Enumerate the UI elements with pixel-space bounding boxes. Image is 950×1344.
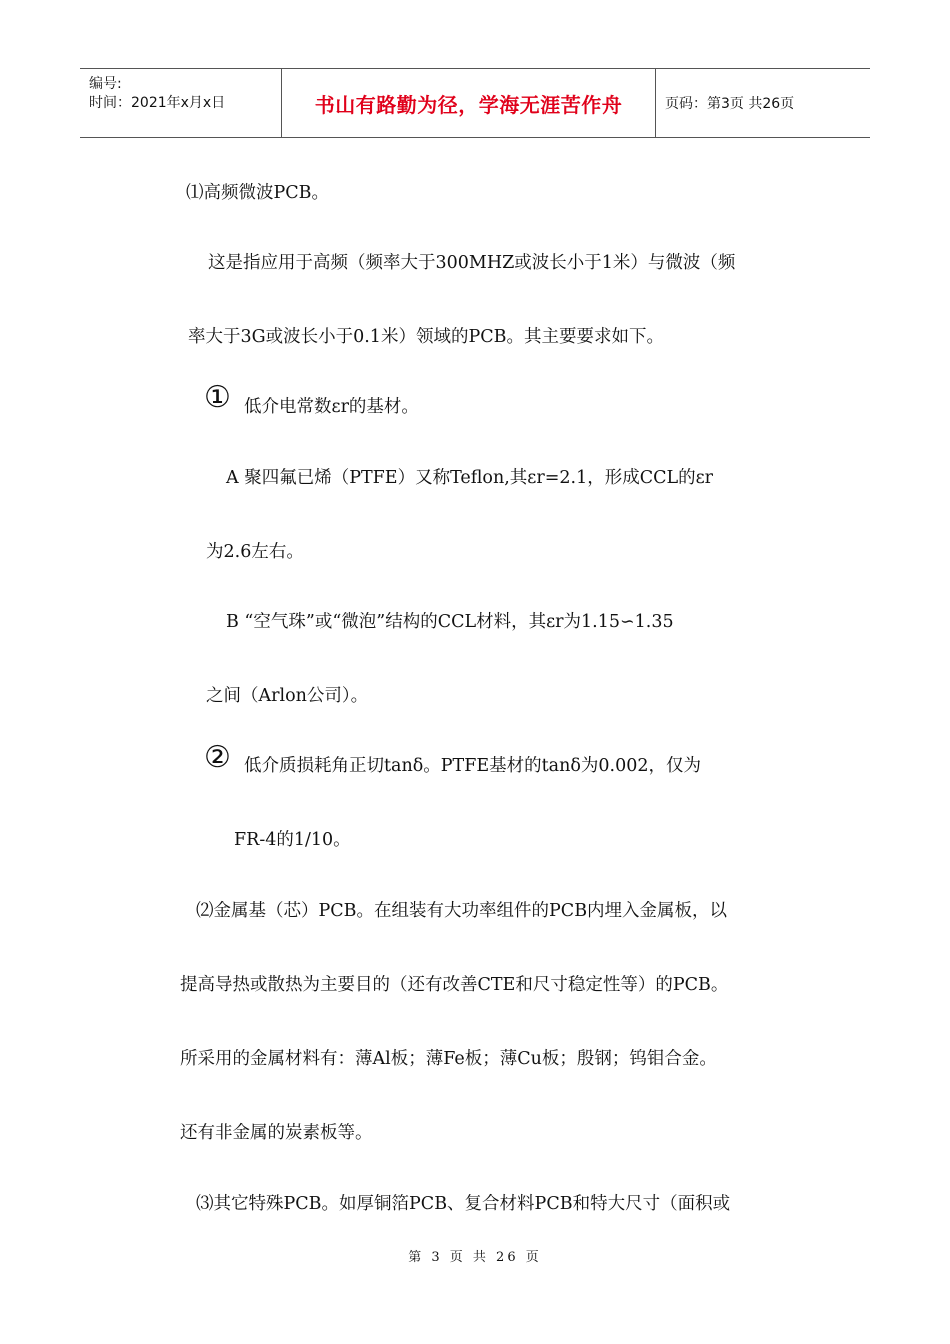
list-item-text: 低介电常数εr的基材。 (244, 397, 419, 417)
header-motto-cell (281, 69, 656, 137)
header-table (80, 68, 870, 138)
paragraph-line: B “空气珠”或“微泡”结构的CCL材料，其εr为1.15∽1.35 (226, 612, 674, 632)
paragraph-line: FR-4的1/10。 (234, 830, 351, 850)
time-label: 时间：2021年x月x日 (89, 95, 226, 111)
paragraph-line: 率大于3G或波长小于0.1米）领域的PCB。其主要要求如下。 (188, 327, 664, 347)
header-page-cell (655, 69, 870, 137)
section-3-heading: ⑶其它特殊PCB。如厚铜箔PCB、复合材料PCB和特大尺寸（面积或 (196, 1194, 731, 1214)
page-info: 页码：第3页 共26页 (665, 96, 795, 112)
header-meta-cell (80, 69, 280, 137)
paragraph-line: 提高导热或散热为主要目的（还有改善CTE和尺寸稳定性等）的PCB。 (180, 975, 729, 995)
paragraph-line: 所采用的金属材料有：薄Al板；薄Fe板；薄Cu板；殷钢；钨钼合金。 (180, 1049, 717, 1069)
circled-number-2: ② (204, 740, 231, 775)
section-1-heading: ⑴高频微波PCB。 (186, 183, 330, 203)
paragraph-line: 还有非金属的炭素板等。 (180, 1123, 373, 1143)
paragraph-line: A 聚四氟已烯（PTFE）又称Teflon,其εr=2.1，形成CCL的εr (226, 468, 714, 488)
paragraph-line: 为2.6左右。 (206, 542, 304, 562)
circled-number-1: ① (204, 380, 231, 415)
number-label: 编号: (89, 76, 122, 92)
list-item-text: 低介质损耗角正切tanδ。PTFE基材的tanδ为0.002，仅为 (244, 756, 702, 776)
page-footer: 第 3 页 共 26 页 (408, 1250, 542, 1265)
paragraph-line: 之间（Arlon公司）。 (206, 686, 369, 706)
section-2-heading: ⑵金属基（芯）PCB。在组装有大功率组件的PCB内埋入金属板，以 (196, 901, 728, 921)
paragraph-line: 这是指应用于高频（频率大于300MHZ或波长小于1米）与微波（频 (208, 253, 736, 273)
motto-text: 书山有路勤为径，学海无涯苦作舟 (314, 92, 623, 117)
